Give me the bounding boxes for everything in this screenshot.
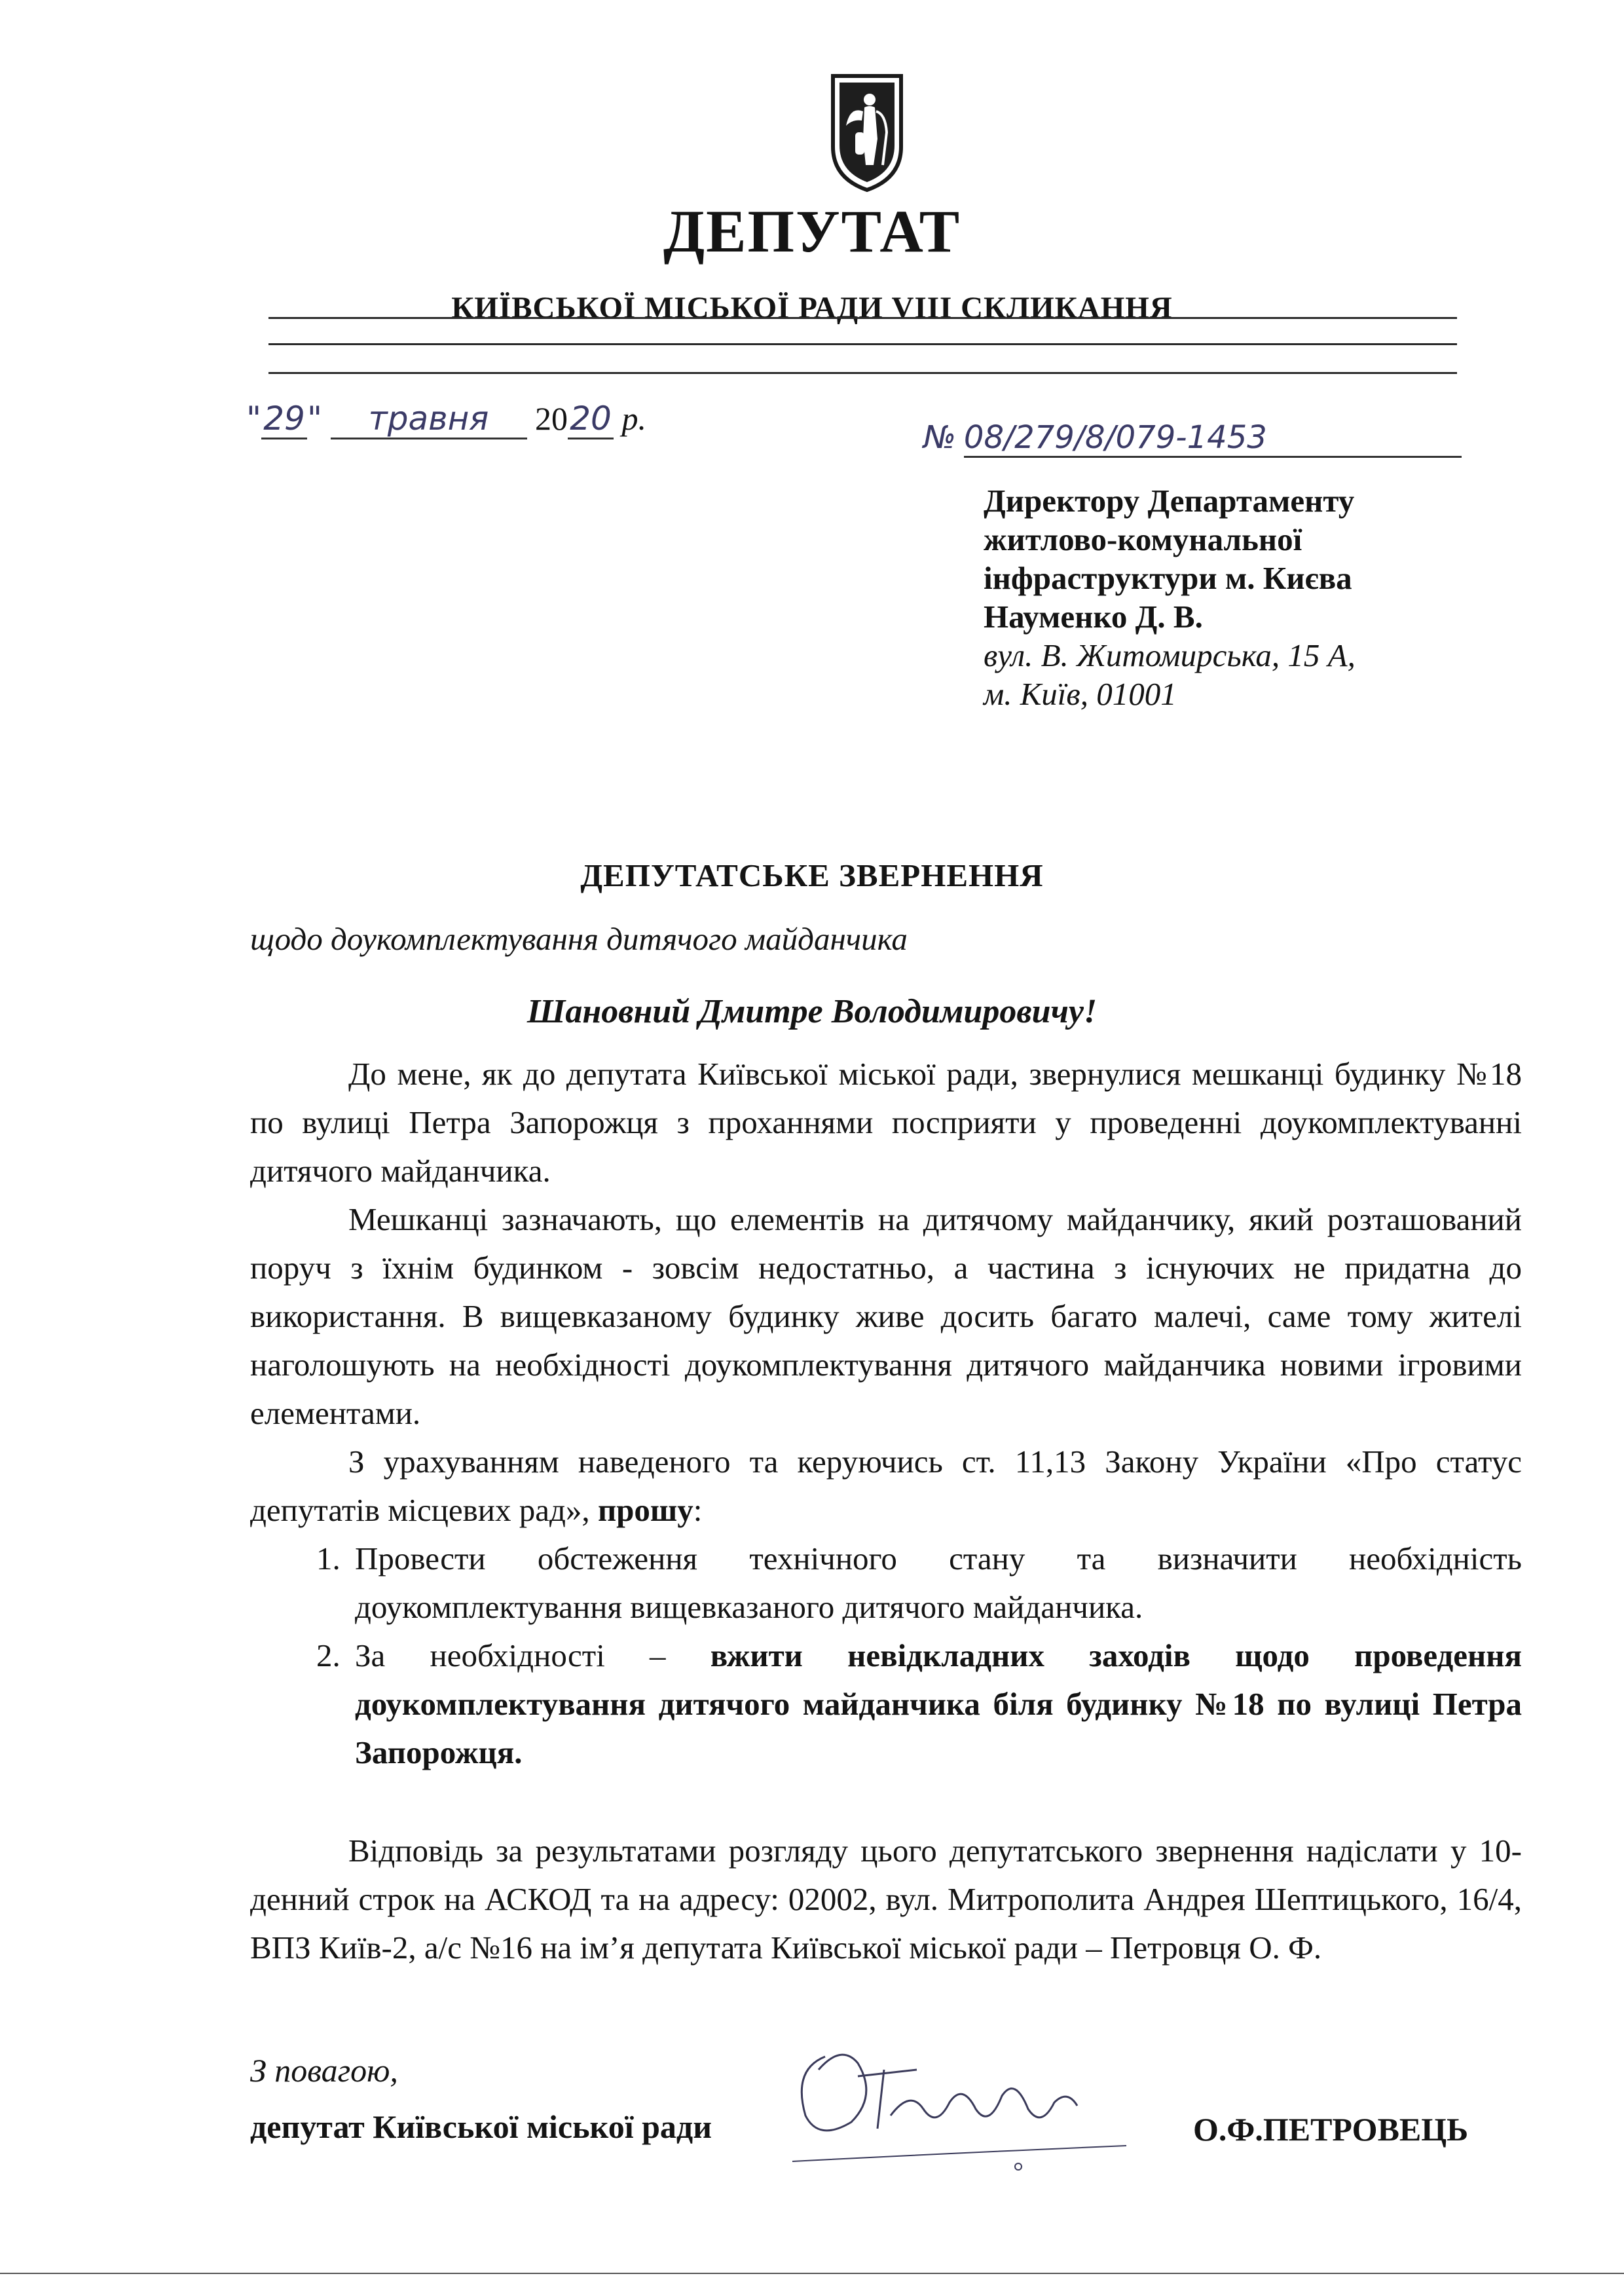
letterhead-rule-middle — [268, 343, 1457, 345]
date-day: 29 — [261, 400, 307, 439]
letterhead-rule-bottom — [268, 372, 1457, 374]
letterhead-rule-top — [268, 317, 1457, 319]
signatory-position: депутат Київської міської ради — [250, 2108, 712, 2145]
date-month: травня — [331, 400, 527, 439]
addressee-address-1: вул. В. Житомирська, 15 А, — [984, 637, 1356, 673]
number-prefix: № — [923, 419, 956, 456]
request-word: прошу — [597, 1492, 693, 1528]
list-item: 2. За необхідності – вжити невідкладних заходів щодо проведення доукомплектування дитячого майданчика біля будинку №18 по вулиці Петра Запорожця. — [348, 1632, 1522, 1777]
list-item: 1. Провести обстеження технічного стану та визначити необхідність доукомплектування вищевказаного дитячого майданчика. — [348, 1535, 1522, 1632]
letterhead-subtitle: КИЇВСЬКОЇ МІСЬКОЇ РАДИ VIII СКЛИКАННЯ — [451, 291, 1173, 325]
handwritten-signature-icon — [779, 1998, 1146, 2214]
reply-paragraph: Відповідь за результатами розгляду цього депутатського звернення надіслати у 10-денний строк на АСКОД та на адресу: 02002, вул. Митрополита Андрея Шептицького, 16/4, ВПЗ Київ-2, а/с №16 на ім’я депутата Київської міської ради – Петровця О. Ф. — [250, 1833, 1522, 1966]
date-year-prefix: 20 — [535, 400, 568, 437]
document-title: ДЕПУТАТСЬКЕ ЗВЕРНЕННЯ — [580, 857, 1044, 893]
addressee-block — [984, 481, 1356, 713]
signatory-name: О.Ф.ПЕТРОВЕЦЬ — [1193, 2111, 1469, 2148]
request-list — [250, 1535, 1522, 1777]
document-subject: щодо доукомплектування дитячого майданчика — [250, 921, 908, 957]
number-value: 08/279/8/079-1453 — [964, 419, 1462, 458]
addressee-line-3: інфраструктури м. Києва — [984, 560, 1352, 596]
kyiv-archangel-emblem-icon — [830, 73, 904, 193]
date-suffix: р. — [621, 400, 646, 437]
addressee-address-2: м. Київ, 01001 — [984, 676, 1177, 712]
closing-regards: З повагою, — [250, 2052, 398, 2089]
paragraph-2: Мешканці зазначають, що елементів на дитячому майданчику, який розташований поруч з їхнім будинком - зовсім недостатньо, а частина з існуючих не придатна до використання. В вищевказаному будинку живе досить багато малечі, саме тому жителі наголошують на необхідності доукомплектування дитячого майданчика новими ігровими елементами. — [250, 1201, 1522, 1431]
outgoing-number — [923, 419, 1462, 458]
letter-body — [250, 1050, 1522, 1972]
document-date: "29" травня 2020 р. — [246, 400, 646, 439]
letterhead-title: ДЕПУТАТ — [663, 198, 961, 265]
addressee-line-2: житлово-комунальної — [984, 521, 1302, 557]
paragraph-1: До мене, як до депутата Київської міської ради, звернулися мешканці будинку №18 по вулиці Петра Запорожця з проханнями посприяти у проведенні доукомплектуванні дитячого майданчика. — [250, 1056, 1522, 1189]
addressee-line-1: Директору Департаменту — [984, 483, 1355, 519]
salutation: Шановний Дмитре Володимировичу! — [526, 993, 1098, 1030]
page-footer-rule — [0, 2273, 1624, 2274]
paragraph-3: З урахуванням наведеного та керуючись ст. 11,13 Закону України «Про статус депутатів місцевих рад», прошу: — [250, 1444, 1522, 1528]
date-year-suffix: 20 — [568, 400, 614, 439]
addressee-name: Науменко Д. В. — [984, 599, 1203, 635]
